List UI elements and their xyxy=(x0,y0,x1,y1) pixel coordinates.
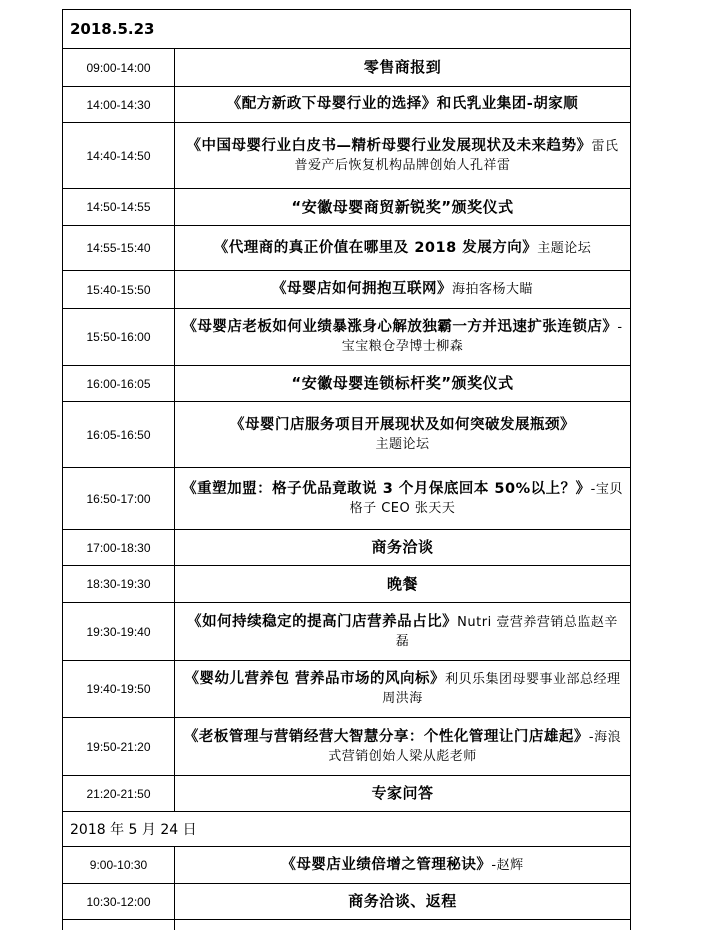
program-cell xyxy=(175,718,631,776)
program-speaker: -宝贝格子 CEO 张天天 xyxy=(349,481,623,516)
time-cell: 14:00-14:30 xyxy=(63,87,175,123)
program-title: 晚餐 xyxy=(386,574,418,593)
time-cell: 15:50-16:00 xyxy=(63,309,175,366)
time-cell: 19:50-21:20 xyxy=(63,718,175,776)
schedule-table xyxy=(62,9,631,930)
table-row xyxy=(63,468,631,530)
table-row xyxy=(63,566,631,603)
program-title: 《中国母婴行业白皮书—精析母婴行业发展现状及未来趋势》 xyxy=(186,137,592,154)
program-cell xyxy=(175,226,631,271)
time-cell: 09:00-14:00 xyxy=(63,49,175,87)
time-cell: 9:00-10:30 xyxy=(63,847,175,884)
program-cell xyxy=(175,530,631,566)
program-title: 《母婴店老板如何业绩暴涨身心解放独霸一方并迅速扩张连锁店》 xyxy=(182,319,618,335)
table-row xyxy=(63,87,631,123)
table-row xyxy=(63,366,631,402)
table-row xyxy=(63,661,631,718)
program-speaker: 主题论坛 xyxy=(375,436,430,452)
time-cell: 19:30-19:40 xyxy=(63,603,175,661)
tail-cell xyxy=(63,920,175,930)
table-row xyxy=(63,49,631,87)
table-row xyxy=(63,309,631,366)
program-speaker: Nutri 壹营养营销总监赵辛磊 xyxy=(395,614,618,649)
program-cell xyxy=(175,566,631,603)
time-cell: 14:50-14:55 xyxy=(63,189,175,226)
table-row xyxy=(63,847,631,884)
program-title: 《如何持续稳定的提高门店营养品占比》 xyxy=(187,613,458,630)
program-speaker: 主题论坛 xyxy=(537,240,592,256)
table-row xyxy=(63,271,631,309)
time-cell: 16:05-16:50 xyxy=(63,402,175,468)
time-cell: 15:40-15:50 xyxy=(63,271,175,309)
table-row xyxy=(63,189,631,226)
program-cell xyxy=(175,402,631,468)
program-title: 《老板管理与营销经营大智慧分享：个性化管理让门店雄起》 xyxy=(183,728,589,745)
program-title: 《母婴门店服务项目开展现状及如何突破发展瓶颈》 xyxy=(230,416,575,433)
program-title: 《重塑加盟：格子优品竟敢说 3 个月保底回本 50%以上？》 xyxy=(182,480,591,497)
program-speaker: 利贝乐集团母婴事业部总经理 周洪海 xyxy=(382,672,621,706)
program-speaker: -赵辉 xyxy=(491,857,524,873)
date-row xyxy=(63,812,631,847)
time-cell: 16:50-17:00 xyxy=(63,468,175,530)
program-title: “安徽母婴连锁标杆奖”颁奖仪式 xyxy=(291,374,514,392)
program-title: 《母婴店业绩倍增之管理秘诀》 xyxy=(281,856,492,873)
time-cell: 16:00-16:05 xyxy=(63,366,175,402)
table-tail xyxy=(63,920,631,930)
table-row xyxy=(63,402,631,468)
day1-date: 2018.5.23 xyxy=(63,10,631,49)
table-row xyxy=(63,776,631,812)
program-cell xyxy=(175,189,631,226)
program-title: 《母婴店如何拥抱互联网》 xyxy=(271,281,452,297)
program-cell xyxy=(175,884,631,920)
program-speaker: 雷氏普爱产后恢复机构品牌创始人孔祥雷 xyxy=(294,138,619,173)
time-cell: 19:40-19:50 xyxy=(63,661,175,718)
tail-cell xyxy=(175,920,631,930)
program-title: 专家问答 xyxy=(371,784,434,802)
table-row xyxy=(63,530,631,566)
program-title: “安徽母婴商贸新锐奖”颁奖仪式 xyxy=(291,197,514,216)
time-cell: 17:00-18:30 xyxy=(63,530,175,566)
program-cell xyxy=(175,49,631,87)
program-cell xyxy=(175,661,631,718)
table-row xyxy=(63,226,631,271)
program-cell xyxy=(175,271,631,309)
table-row xyxy=(63,603,631,661)
time-cell: 10:30-12:00 xyxy=(63,884,175,920)
time-cell: 21:20-21:50 xyxy=(63,776,175,812)
program-cell xyxy=(175,776,631,812)
day2-date: 2018 年 5 月 24 日 xyxy=(63,812,631,847)
program-cell xyxy=(175,309,631,366)
date-row xyxy=(63,10,631,49)
program-title: 零售商报到 xyxy=(363,58,442,76)
program-cell xyxy=(175,123,631,189)
time-cell: 14:40-14:50 xyxy=(63,123,175,189)
table-row xyxy=(63,718,631,776)
program-cell xyxy=(175,366,631,402)
program-title: 《婴幼儿营养包 营养品市场的风向标》 xyxy=(184,671,446,687)
table-row xyxy=(63,884,631,920)
time-cell: 14:55-15:40 xyxy=(63,226,175,271)
program-cell xyxy=(175,87,631,123)
program-cell xyxy=(175,468,631,530)
program-cell xyxy=(175,603,631,661)
program-cell xyxy=(175,847,631,884)
program-speaker: -宝宝粮仓孕博士柳森 xyxy=(341,320,623,354)
program-title: 《配方新政下母婴行业的选择》和氏乳业集团-胡家顺 xyxy=(226,96,579,112)
time-cell: 18:30-19:30 xyxy=(63,566,175,603)
program-title: 商务洽谈、返程 xyxy=(348,892,457,910)
program-title: 《代理商的真正价值在哪里及 2018 发展方向》 xyxy=(213,239,538,256)
program-speaker: -海浪式营销创始人梁从彪老师 xyxy=(328,729,622,764)
table-row xyxy=(63,123,631,189)
program-title: 商务洽谈 xyxy=(371,538,434,556)
program-speaker: 海拍客杨大瞄 xyxy=(451,282,533,297)
